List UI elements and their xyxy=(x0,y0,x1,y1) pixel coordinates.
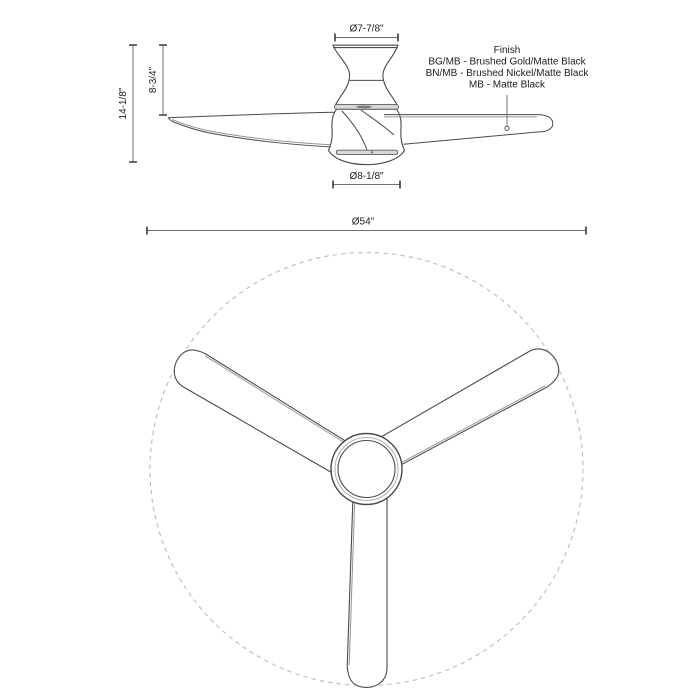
dimension-blade-sweep xyxy=(147,217,586,235)
dimension-housing-height xyxy=(148,45,167,115)
dimension-canopy-diameter xyxy=(335,24,398,42)
canopy-diameter-label: Ø7-7/8" xyxy=(349,23,384,35)
side-right-blade xyxy=(384,115,553,145)
finish-option-mb: MB - Matte Black xyxy=(468,79,546,91)
side-left-blade xyxy=(168,112,339,147)
finish-option-bg-mb: BG/MB - Brushed Gold/Matte Black xyxy=(428,56,586,68)
blade-upper-right xyxy=(378,342,565,473)
motor-housing xyxy=(329,105,405,165)
blade-sweep-label: Ø54" xyxy=(351,216,375,228)
finish-leader-dot xyxy=(505,126,509,130)
overall-height-label: 14-1/8" xyxy=(118,87,129,120)
dimension-overall-height xyxy=(118,45,137,162)
light-ring xyxy=(337,150,398,154)
blade-bottom xyxy=(347,494,387,687)
top-view xyxy=(147,217,586,688)
finish-option-bn-mb: BN/MB - Brushed Nickel/Matte Black xyxy=(425,68,589,79)
housing-height-label: 8-3/4" xyxy=(148,66,159,94)
finish-legend-title: Finish xyxy=(493,45,521,56)
blade-upper-left xyxy=(167,343,354,474)
canopy-bell xyxy=(333,45,398,105)
body-diameter-label: Ø8-1/8" xyxy=(349,171,384,182)
light-ring-dot xyxy=(371,151,373,153)
dimension-body-diameter xyxy=(333,171,400,189)
hub xyxy=(331,434,402,505)
motor-vent-detail xyxy=(356,106,372,109)
side-view xyxy=(118,24,589,189)
finish-legend xyxy=(426,45,590,131)
